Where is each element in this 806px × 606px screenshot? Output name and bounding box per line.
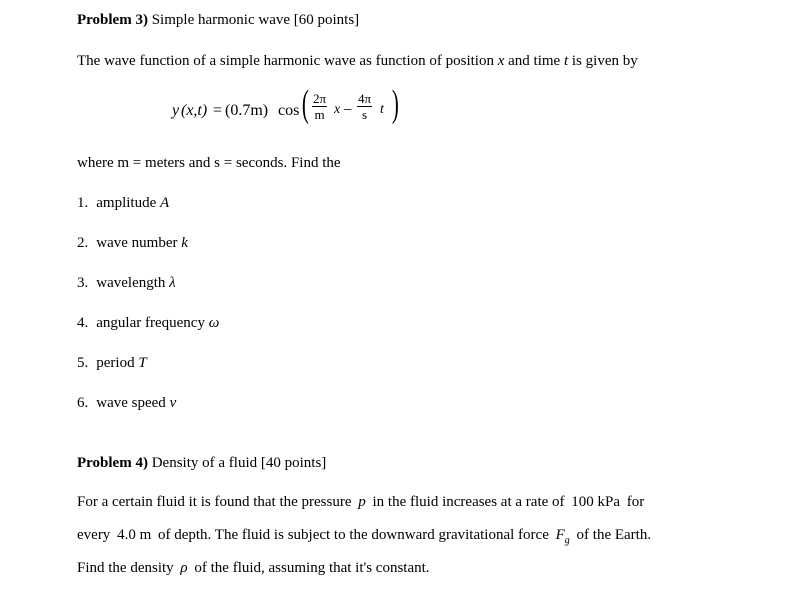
item-text: angular frequency [96,315,205,331]
problem4-title: Density of a fluid [40 points] [151,455,327,471]
eq-t: t [380,102,384,117]
eq-amplitude: (0.7m) [225,102,269,119]
problem4-label: Problem 4) [77,455,148,471]
p4-text: for [626,494,645,510]
item-number: 1. [77,195,89,211]
list-item [77,395,176,412]
var-F: F [555,527,565,543]
item-symbol: k [181,235,188,251]
item-symbol: v [169,395,177,411]
item-symbol: A [160,195,170,211]
eq-y: y [172,102,180,119]
item-number: 3. [77,275,89,291]
item-number: 4. [77,315,89,331]
depth-value: 4.0 m [117,527,152,543]
problem4-heading [77,455,326,472]
p4-text: of the Earth. [576,527,652,543]
problem3-heading [77,12,359,29]
item-text: wavelength [96,275,166,291]
problem4-line3 [77,560,430,577]
problem3-label: Problem 3) [77,12,148,28]
eq-right-paren: ) [391,83,399,125]
var-p: p [358,494,366,510]
item-symbol: λ [169,275,176,291]
item-text: wave number [96,235,178,251]
var-rho: ρ [180,560,188,576]
problem3-title: Simple harmonic wave [60 points] [151,12,360,28]
units-note: where m = meters and s = seconds. Find the [77,155,341,171]
var-x: x [497,53,505,69]
item-text: amplitude [96,195,157,211]
list-item [77,195,169,212]
eq-minus: − [343,102,353,119]
eq-frac1 [312,91,327,122]
var-t: t [563,53,569,69]
eq-frac1-num: 2π [313,91,327,106]
item-number: 6. [77,395,89,411]
item-text: period [96,355,135,371]
list-item [77,315,219,332]
problem3-intro [77,53,638,70]
item-number: 2. [77,235,89,251]
item-text: wave speed [96,395,166,411]
intro-text-a: The wave function of a simple harmonic wave as function of position [77,53,494,69]
eq-x: x [334,102,341,117]
eq-equals: = [213,102,223,119]
pressure-rate: 100 kPa [571,494,621,510]
intro-text-b: and time [508,53,561,69]
eq-frac2-num: 4π [358,91,372,106]
eq-frac2-den: s [362,107,368,122]
p4-text: in the fluid increases at a rate of [372,494,565,510]
eq-left-paren: ( [301,83,309,125]
eq-cos: cos [278,102,300,119]
item-number: 5. [77,355,89,371]
problem4-line1 [77,494,644,511]
var-g-subscript: g [564,535,570,546]
list-item [77,275,176,292]
item-symbol: ω [208,315,220,331]
eq-frac1-den: m [314,107,325,122]
p4-text: Find the density [77,560,174,576]
list-item [77,355,147,372]
p4-text: of depth. The fluid is subject to the downward gravitational force [157,527,549,543]
p4-text: For a certain fluid it is found that the pressure [77,494,352,510]
eq-frac2 [357,91,372,122]
problem4-line2 [77,527,651,546]
eq-args: (x,t) [181,102,208,119]
item-symbol: T [138,355,147,371]
list-item [77,235,188,252]
p4-text: every [77,527,111,543]
p4-text: of the fluid, assuming that it's constant. [194,560,430,576]
intro-text-c: is given by [571,53,638,69]
